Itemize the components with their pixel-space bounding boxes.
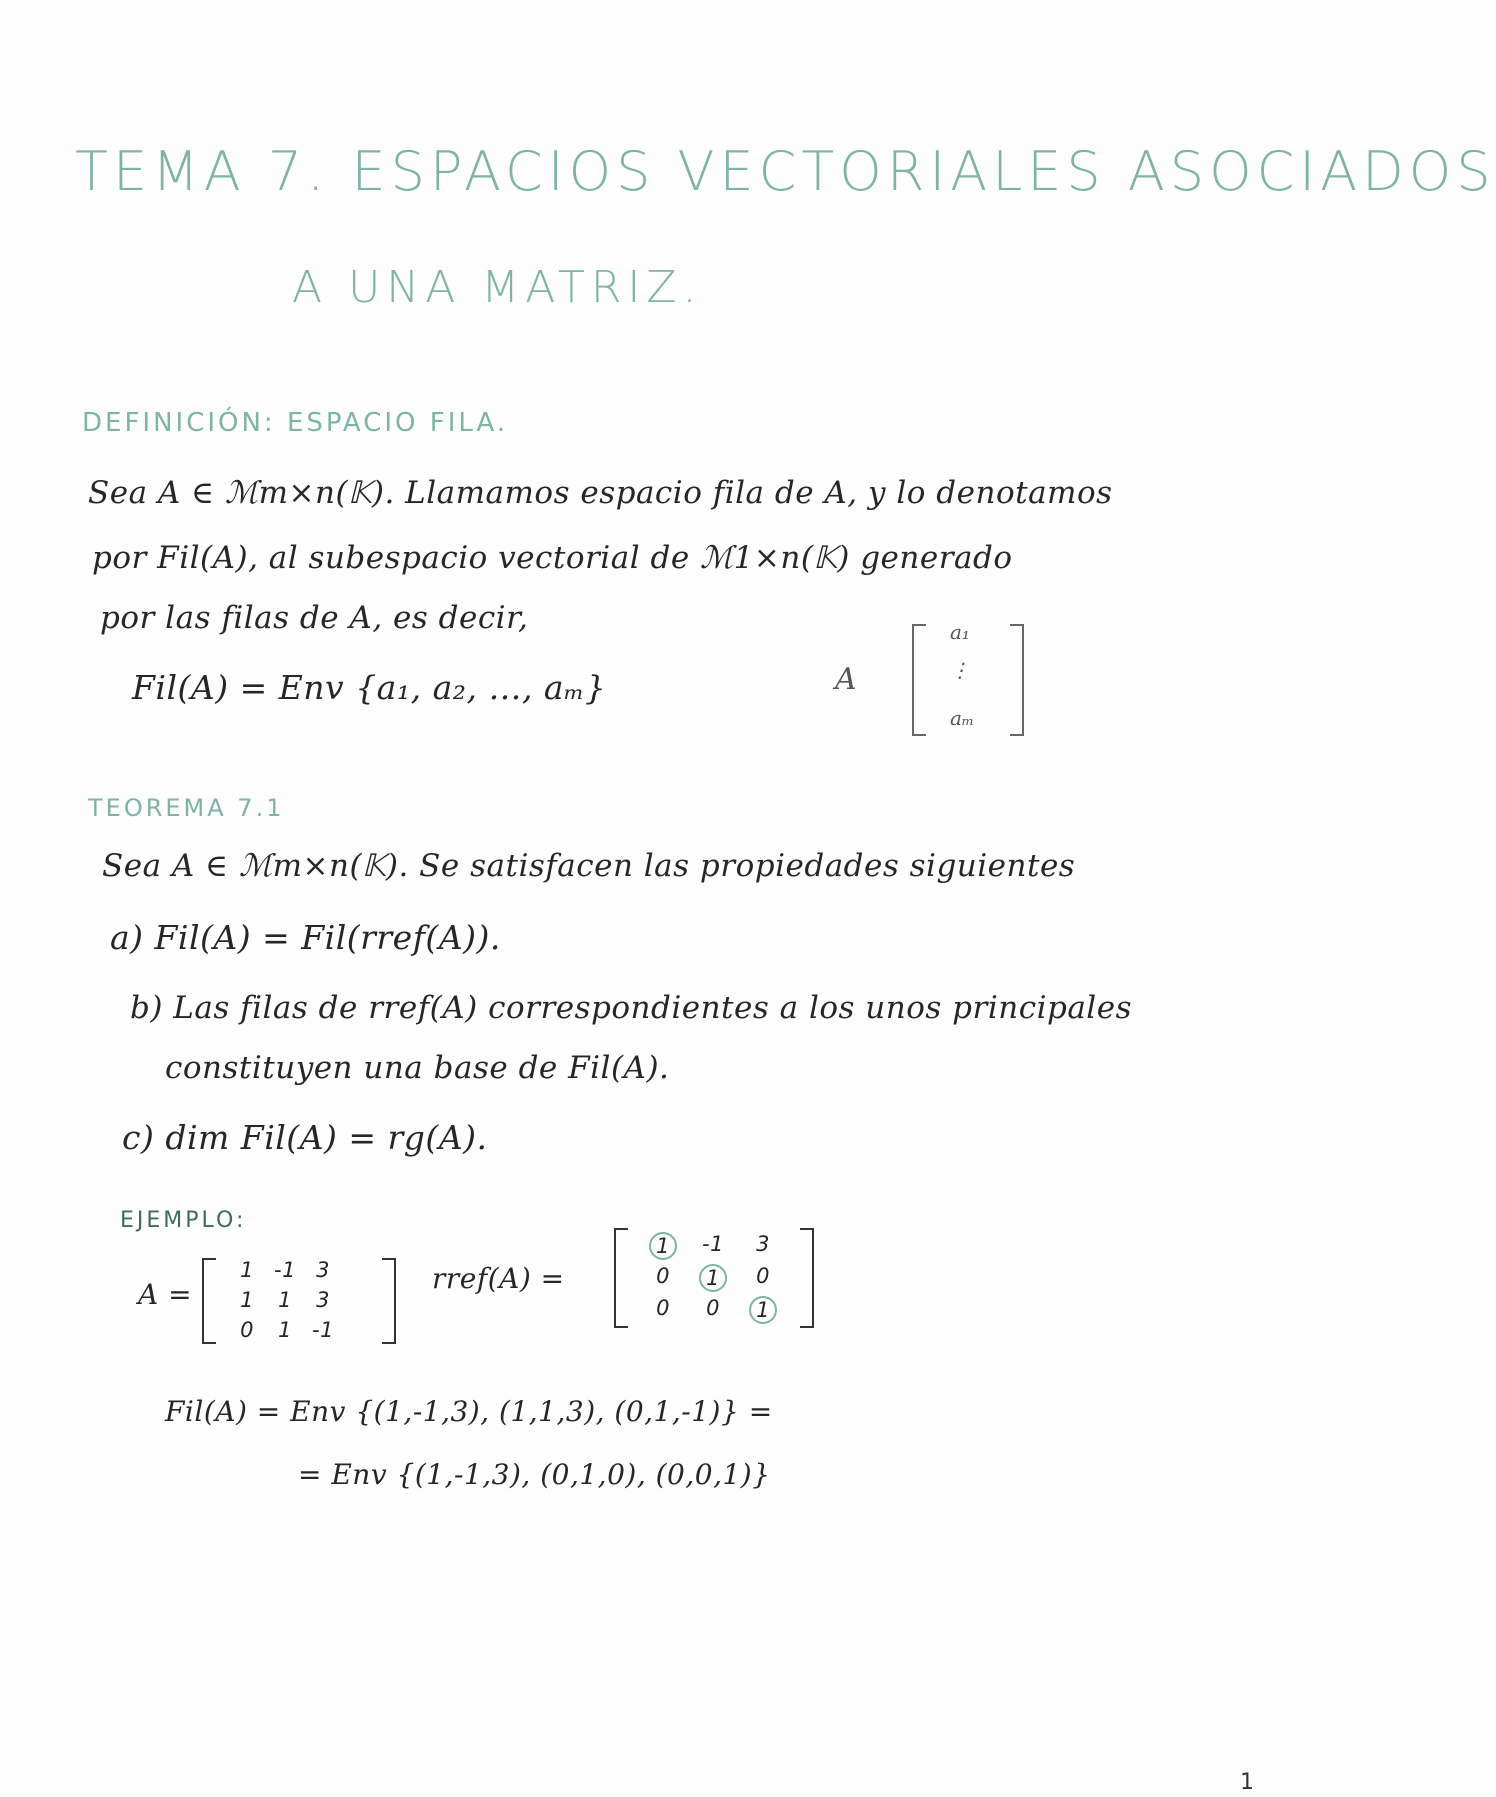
matrix-cell: 1 [278, 1288, 292, 1312]
leading-one-circle: 1 [649, 1232, 677, 1260]
left-bracket [202, 1258, 216, 1344]
example-row-space-line: Fil(A) = Env {(1,-1,3), (1,1,3), (0,1,-1)} = [165, 1395, 773, 1428]
theorem-property-a: a) Fil(A) = Fil(rref(A)). [110, 918, 501, 957]
leading-one-circle: 1 [749, 1296, 777, 1324]
page-number: 1 [1240, 1770, 1254, 1795]
matrix-cell: 0 [656, 1264, 670, 1288]
page-title: TEMA 7. ESPACIOS VECTORIALES ASOCIADOS [75, 140, 1496, 203]
theorem-property-b: b) Las filas de rref(A) correspondientes a los unos principales [130, 990, 1132, 1026]
matrix-cell [638, 1232, 688, 1264]
matrix-cell: 3 [756, 1232, 770, 1256]
matrix-cell: -1 [312, 1318, 334, 1342]
matrix-cell [688, 1264, 738, 1296]
matrix-cell: 0 [706, 1296, 720, 1320]
matrix-cell: 1 [240, 1258, 254, 1282]
row-vector-matrix-sketch [830, 618, 1030, 738]
matrix-a [138, 1248, 408, 1344]
matrix-cell: 3 [316, 1258, 330, 1282]
matrix-rref-label: rref(A) = [432, 1262, 565, 1295]
matrix-cell [738, 1296, 788, 1328]
right-bracket [382, 1258, 396, 1344]
matrix-cell: -1 [702, 1232, 724, 1256]
matrix-cell: 0 [756, 1264, 770, 1288]
theorem-intro: Sea A ∈ ℳm×n(𝕂). Se satisfacen las propiedades siguientes [102, 848, 1076, 884]
definition-text-line: por Fil(A), al subespacio vectorial de ℳ1×n(𝕂) generado [92, 540, 1013, 576]
right-bracket [1010, 624, 1024, 736]
definition-heading: DEFINICIÓN: ESPACIO FILA. [82, 408, 509, 438]
matrix-rref-entries [638, 1232, 788, 1328]
example-row-space-line: = Env {(1,-1,3), (0,1,0), (0,0,1)} [298, 1458, 771, 1491]
matrix-cell: 0 [240, 1318, 254, 1342]
left-bracket [614, 1228, 628, 1328]
leading-one-circle: 1 [699, 1264, 727, 1292]
example-heading: EJEMPLO: [120, 1208, 247, 1233]
page-title-continuation: A UNA MATRIZ. [292, 262, 703, 313]
matrix-cell: -1 [274, 1258, 296, 1282]
matrix-cell: 3 [316, 1288, 330, 1312]
theorem-property-c: c) dim Fil(A) = rg(A). [122, 1118, 488, 1157]
matrix-label: A [835, 662, 857, 697]
matrix-row-ellipsis: ⋮ [950, 658, 970, 682]
matrix-row-first: a₁ [950, 620, 970, 644]
definition-text-line: por las filas de A, es decir, [100, 600, 529, 636]
matrix-rref [432, 1222, 832, 1330]
theorem-heading: TEOREMA 7.1 [88, 794, 285, 822]
matrix-cell: 0 [656, 1296, 670, 1320]
row-space-formula: Fil(A) = Env {a₁, a₂, …, aₘ} [132, 668, 607, 707]
matrix-a-label: A = [138, 1278, 193, 1311]
matrix-cell: 1 [278, 1318, 292, 1342]
theorem-property-b-continuation: constituyen una base de Fil(A). [165, 1050, 670, 1086]
matrix-row-last: aₘ [950, 706, 975, 730]
definition-text-line: Sea A ∈ ℳm×n(𝕂). Llamamos espacio fila de A, y lo denotamos [88, 475, 1113, 511]
right-bracket [800, 1228, 814, 1328]
matrix-cell: 1 [240, 1288, 254, 1312]
left-bracket [912, 624, 926, 736]
matrix-a-entries [228, 1258, 342, 1348]
